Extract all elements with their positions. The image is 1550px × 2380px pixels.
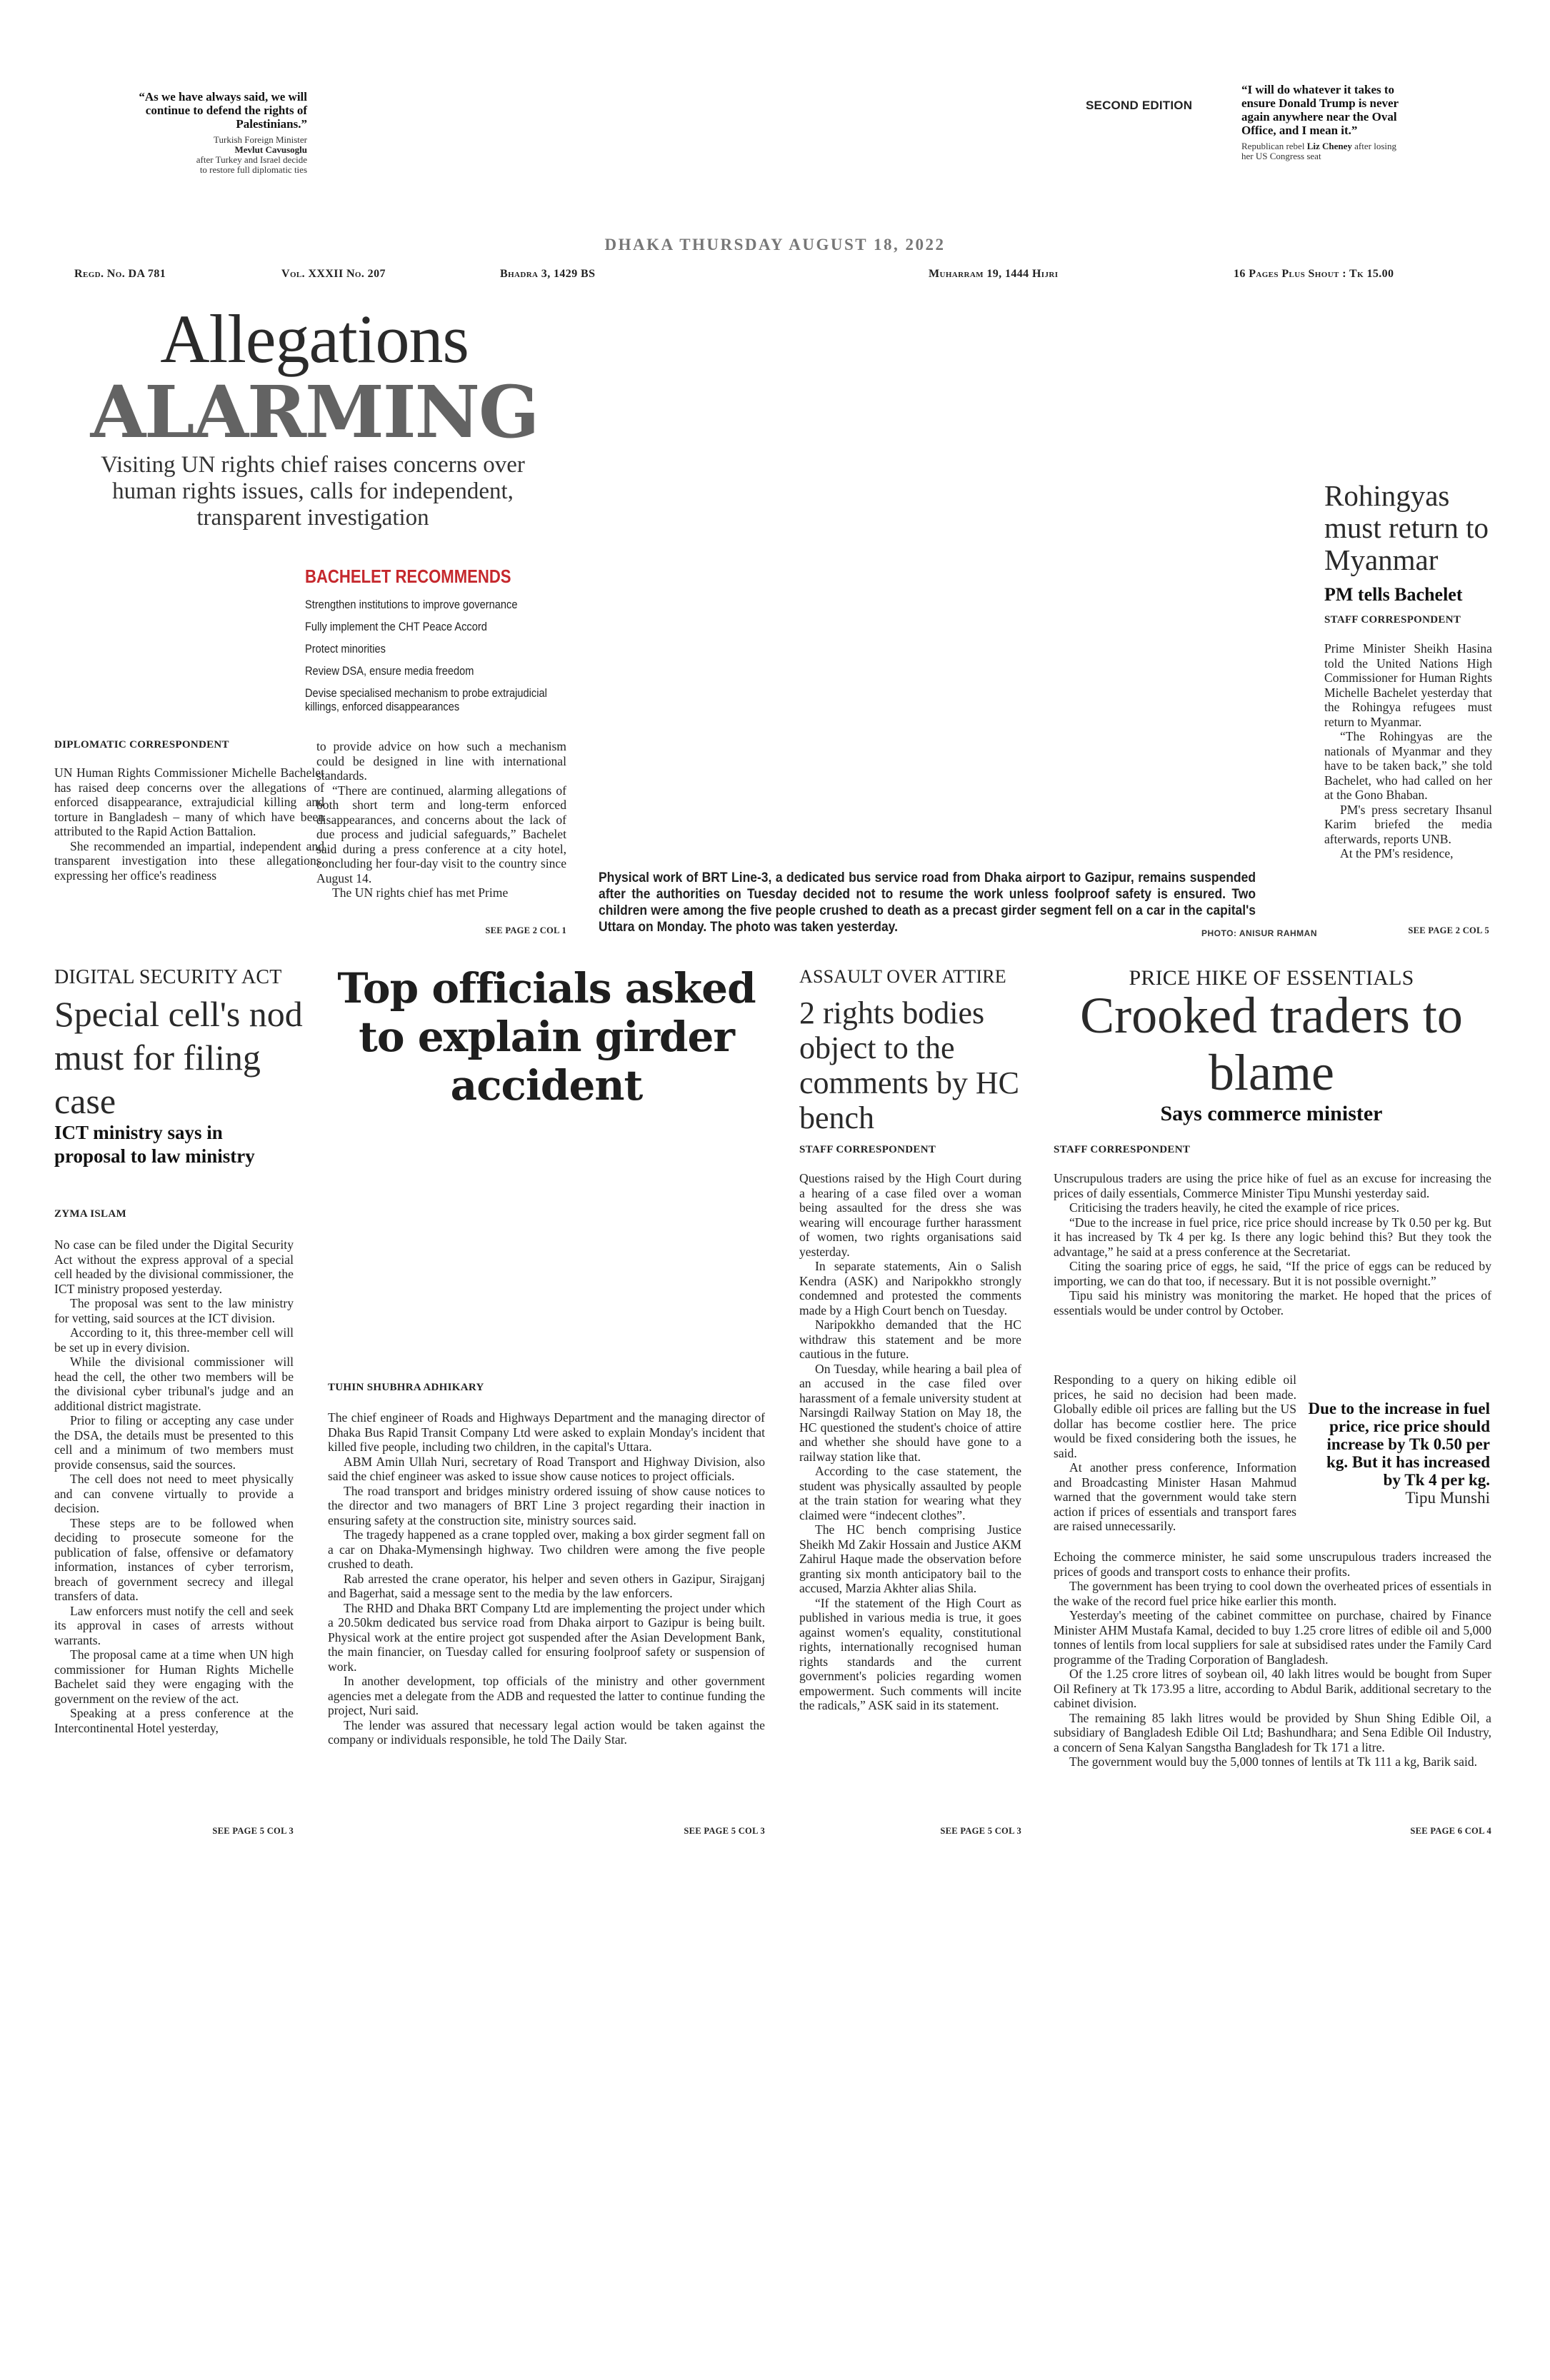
recommendations-title: BACHELET RECOMMENDS xyxy=(305,566,511,587)
dsa-paragraph: These steps are to be followed when deciding to prosecute someone for the publication of false, offensive or defamatory information, instances of cyber terrorism, breach of government secrecy and illegal transfers of data. xyxy=(54,1515,294,1603)
price-paragraph: Criticising the traders heavily, he cited the example of rice prices. xyxy=(1069,1200,1399,1215)
dsa-kicker: DIGITAL SECURITY ACT xyxy=(54,966,282,988)
price-subhead: Says commerce minister xyxy=(1160,1102,1383,1125)
price-paragraph: At another press conference, Information and Broadcasting Minister Hasan Mahmud warned that the government would take stern action if prices of essentials and transport fares are raised unnecessarily. xyxy=(1054,1460,1296,1533)
girder-body xyxy=(328,1410,765,1747)
dsa-paragraph: Prior to filing or accepting any case under the DSA, the details must be presented to this cell and a minimum of two members must provide consensus, said the sources. xyxy=(54,1413,294,1472)
price-jump: SEE PAGE 6 COL 4 xyxy=(1410,1826,1491,1836)
quote-right xyxy=(1241,83,1406,161)
dsa-byline: ZYMA ISLAM xyxy=(54,1208,126,1220)
girder-paragraph: The chief engineer of Roads and Highways Department and the managing director of Dhaka Bus Rapid Transit Company Ltd were asked to explain Monday's incident that killed five people, including two children, in the capital's Uttara. xyxy=(328,1410,765,1454)
quote-left-role: Turkish Foreign Minister xyxy=(214,134,307,145)
attire-paragraph: According to the case statement, the student was physically assaulted by people at the train station for wearing what they claimed were “indecent clothes”. xyxy=(799,1464,1021,1522)
price-paragraph: Responding to a query on hiking edible oil prices, he said no decision had been made. Globally edible oil prices are falling but the US dollar has become costlier here. The price would be fixed considering both the issues, he said. xyxy=(1054,1372,1296,1460)
folio-hijri-date: Muharram 19, 1444 Hijri xyxy=(929,268,1059,280)
attire-paragraph: Naripokkho demanded that the HC withdraw this statement and be more cautious in the future. xyxy=(799,1317,1021,1361)
price-body-top xyxy=(1054,1171,1491,1317)
price-paragraph: The remaining 85 lakh litres would be provided by Shun Shing Edible Oil, a subsidiary of Bangladesh Edible Oil Ltd; Bashundhara; and Sena Edible Oil Industry, a concern of Sena Kalyan Sangstha Bangladesh for Tk 171 a litre. xyxy=(1054,1710,1491,1754)
lead-paragraph: UN Human Rights Commissioner Michelle Bachelet has raised deep concerns over the allegations of enforced disappearance, extrajudicial killing and torture in Bangladesh – many of which have been attributed to the Rapid Action Battalion. xyxy=(54,765,324,838)
girder-paragraph: In another development, top officials of the ministry and other government agencies met a delegate from the ADB and requested the latter to continue funding the project, Nuri said. xyxy=(328,1674,765,1717)
girder-byline: TUHIN SHUBHRA ADHIKARY xyxy=(328,1382,484,1393)
girder-paragraph: Rab arrested the crane operator, his helper and seven others in Gazipur, Sirajganj and Bagerhat, said a message sent to the media by the law enforcers. xyxy=(328,1571,765,1600)
girder-paragraph: The road transport and bridges ministry ordered issuing of show cause notices to the director and two managers of BRT Line 3 project regarding their inaction in ensuring safety at the construction site, ministry sources said. xyxy=(328,1483,765,1527)
rohingya-paragraph: At the PM's residence, xyxy=(1340,846,1454,860)
attire-paragraph: On Tuesday, while hearing a bail plea of an accused in the case filed over harassment of a female university student at Narsingdi Railway Station on May 18, the HC questioned the student's choice of attire and whether she should have gone to a railway station like that. xyxy=(799,1361,1021,1464)
edition-label: SECOND EDITION xyxy=(1086,99,1193,112)
folio-regd: Regd. No. DA 781 xyxy=(74,268,166,280)
attire-body xyxy=(799,1171,1021,1713)
lead-paragraph: “There are continued, alarming allegations of both short term and long-term enforced disappearances, and concerns about the lack of due process and judicial safeguards,” Bachelet said during a press conference at a city hotel, concluding her four-day visit to the country since August 14. xyxy=(316,783,566,885)
attire-paragraph: The HC bench comprising Justice Sheikh Md Zakir Hossain and Justice AKM Zahirul Haque made the observation before granting six month anticipatory bail to the accused, Marzia Akhter alias Shila. xyxy=(799,1522,1021,1595)
price-pullquote-text: Due to the increase in fuel price, rice price should increase by Tk 0.50 per kg. But it has increased by Tk 4 per kg. xyxy=(1308,1400,1490,1489)
lead-headline-top: Allegations xyxy=(160,301,469,377)
girder-paragraph: The RHD and Dhaka BRT Company Ltd are implementing the project under which a 20.50km dedicated bus service road from Dhaka airport to Gazipur is being built. Physical work at the entire project got suspended after the Asian Development Bank, the main financier, on Tuesday called for ensuring foolproof safety or suspension of work. xyxy=(328,1600,765,1674)
lead-column-1 xyxy=(54,765,324,883)
dsa-paragraph: The proposal was sent to the law ministry for vetting, said sources at the ICT division. xyxy=(54,1296,294,1325)
dsa-body xyxy=(54,1237,294,1735)
lead-deck: Visiting UN rights chief raises concerns over human rights issues, calls for independent, transparent investigation xyxy=(101,452,525,531)
lead-column-2 xyxy=(316,739,566,900)
attire-paragraph: “If the statement of the High Court as published in various media is true, it goes against women's equality, constitutional rights, internationally recognised human rights standards and the current government's policies regarding women empowerment. Such comments will incite the radicals,” ASK said in its statement. xyxy=(799,1595,1021,1712)
attire-jump: SEE PAGE 5 COL 3 xyxy=(940,1826,1021,1836)
girder-headline: Top officials asked to explain girder accident xyxy=(337,964,756,1110)
dsa-paragraph: According to it, this three-member cell will be set up in every division. xyxy=(54,1325,294,1355)
lead-paragraph: The UN rights chief has met Prime xyxy=(332,885,509,900)
price-kicker: PRICE HIKE OF ESSENTIALS xyxy=(1129,966,1414,990)
lead-byline: DIPLOMATIC CORRESPONDENT xyxy=(54,739,229,750)
quote-right-role: Republican rebel xyxy=(1241,141,1305,151)
lead-paragraph: She recommended an impartial, independent and transparent investigation into these allegations, expressing her office's readiness xyxy=(54,838,324,883)
dateline: DHAKA THURSDAY AUGUST 18, 2022 xyxy=(604,236,946,253)
price-headline: Crooked traders to blame xyxy=(1080,987,1463,1101)
lead-jump: SEE PAGE 2 COL 1 xyxy=(485,925,566,935)
rohingya-paragraph: PM's press secretary Ihsanul Karim briefed the media afterwards, reports UNB. xyxy=(1324,802,1492,846)
attire-paragraph: Questions raised by the High Court during a hearing of a case filed over a woman being assaulted for the dress she was wearing will encourage further harassment of women, two rights organisations said yesterday. xyxy=(799,1171,1021,1259)
photo-credit: PHOTO: ANISUR RAHMAN xyxy=(1201,928,1317,938)
folio-bangla-date: Bhadra 3, 1429 BS xyxy=(500,268,596,280)
recommendation-item: Review DSA, ensure media freedom xyxy=(305,664,474,678)
dsa-headline: Special cell's nod must for filing case xyxy=(54,994,303,1121)
quote-left-text: “As we have always said, we will continue to defend the rights of Palestinians.” xyxy=(139,90,307,131)
lead-paragraph: to provide advice on how such a mechanism could be designed in line with international standards. xyxy=(316,739,566,783)
rohingya-headline: Rohingyas must return to Myanmar xyxy=(1324,479,1489,576)
rohingya-jump: SEE PAGE 2 COL 5 xyxy=(1408,925,1489,935)
attire-byline: STAFF CORRESPONDENT xyxy=(799,1144,936,1155)
quote-right-attr xyxy=(1241,141,1406,161)
rohingya-paragraph: Prime Minister Sheikh Hasina told the United Nations High Commissioner for Human Rights Michelle Bachelet yesterday that the Rohingya refugees must return to Myanmar. xyxy=(1324,641,1492,729)
price-byline: STAFF CORRESPONDENT xyxy=(1054,1144,1191,1155)
lead-headline-bottom: ALARMING xyxy=(90,370,539,454)
dsa-subhead: ICT ministry says in proposal to law ministry xyxy=(54,1122,255,1167)
folio-vol: Vol. XXXII No. 207 xyxy=(281,268,386,280)
photo-caption: Physical work of BRT Line-3, a dedicated bus service road from Dhaka airport to Gazipur, remains suspended after the authorities on Tuesday decided not to resume the work unless foolproof safety is ensured. Two children were among the five people crushed to death as a precast girder segment fell on a car in the capital's Uttara on Monday. The photo was taken yesterday. xyxy=(599,870,1256,935)
quote-left-note: after Turkey and Israel decide to restore full diplomatic ties xyxy=(196,154,307,175)
girder-paragraph: The lender was assured that necessary legal action would be taken against the company or individuals responsible, he told The Daily Star. xyxy=(328,1717,765,1747)
recommendations-box xyxy=(305,566,605,722)
quote-right-note: after losing her US Congress seat xyxy=(1241,141,1396,161)
girder-jump: SEE PAGE 5 COL 3 xyxy=(684,1826,765,1836)
price-paragraph: Citing the soaring price of eggs, he said, “If the price of eggs can be reduced by importing, we can do that too, if necessary. But it is not possible overnight.” xyxy=(1054,1259,1491,1288)
attire-kicker: ASSAULT OVER ATTIRE xyxy=(799,966,1006,987)
price-paragraph: Unscrupulous traders are using the price hike of fuel as an excuse for increasing the prices of daily essentials, Commerce Minister Tipu Munshi yesterday said. xyxy=(1054,1171,1491,1200)
attire-headline: 2 rights bodies object to the comments by HC bench xyxy=(799,995,1019,1135)
dsa-paragraph: No case can be filed under the Digital Security Act without the express approval of a special cell headed by the divisional commissioner, the ICT ministry proposed yesterday. xyxy=(54,1237,294,1296)
quote-left-name: Mevlut Cavusoglu xyxy=(234,144,307,155)
folio-pages-price: 16 Pages Plus Shout : Tk 15.00 xyxy=(1234,268,1394,280)
girder-paragraph: The tragedy happened as a crane toppled over, making a box girder segment fall on a car on Dhaka-Mymensingh highway. Two children were among the five people crushed to death. xyxy=(328,1527,765,1571)
price-paragraph: The government has been trying to cool down the overheated prices of essentials in the wake of the record fuel price hike earlier this month. xyxy=(1054,1579,1491,1608)
rohingya-subhead: PM tells Bachelet xyxy=(1324,584,1463,605)
rohingya-body xyxy=(1324,641,1492,861)
quote-left xyxy=(121,90,307,175)
recommendation-item: Protect minorities xyxy=(305,642,386,656)
dsa-paragraph: While the divisional commissioner will head the cell, the other two members will be the divisional cyber tribunal's judge and an additional district magistrate. xyxy=(54,1355,294,1413)
dsa-paragraph: Speaking at a press conference at the Intercontinental Hotel yesterday, xyxy=(54,1706,294,1735)
rohingya-byline: STAFF CORRESPONDENT xyxy=(1324,614,1461,626)
dsa-jump: SEE PAGE 5 COL 3 xyxy=(212,1826,294,1836)
price-paragraph: Yesterday's meeting of the cabinet committee on purchase, chaired by Finance Minister AHM Mustafa Kamal, decided to buy 1.25 crore litres of edible oil and 5,000 tonnes of lentils from local suppliers for sale at subsidised rates under the Family Card programme of the Trading Corporation of Bangladesh. xyxy=(1054,1608,1491,1667)
price-body-bottom xyxy=(1054,1550,1491,1769)
price-paragraph: Echoing the commerce minister, he said some unscrupulous traders increased the prices of goods and transport costs to enhance their profits. xyxy=(1054,1550,1491,1579)
girder-paragraph: ABM Amin Ullah Nuri, secretary of Road Transport and Highway Division, also said the chief engineer was asked to issue show cause notices to project officials. xyxy=(328,1454,765,1483)
price-body-mid xyxy=(1054,1372,1296,1534)
quote-right-text: “I will do whatever it takes to ensure Donald Trump is never again anywhere near the Oval Office, and I mean it.” xyxy=(1241,83,1399,137)
price-pullquote xyxy=(1307,1400,1490,1507)
dsa-paragraph: Law enforcers must notify the cell and seek its approval in cases of arrests without warrants. xyxy=(54,1603,294,1647)
rohingya-paragraph: “The Rohingyas are the nationals of Myanmar and they have to be taken back,” she told Bachelet, who had called on her at the Gono Bhaban. xyxy=(1324,729,1492,802)
price-paragraph: Tipu said his ministry was monitoring the market. He hoped that the prices of essentials would be under control by October. xyxy=(1054,1288,1491,1317)
recommendation-item: Devise specialised mechanism to probe extrajudicial killings, enforced disappearances xyxy=(305,686,547,713)
price-paragraph: Of the 1.25 crore litres of soybean oil, 40 lakh litres would be bought from Super Oil Refinery at Tk 173.95 a litre, according to Abdul Barik, additional secretary to the cabinet division. xyxy=(1054,1667,1491,1710)
attire-paragraph: In separate statements, Ain o Salish Kendra (ASK) and Naripokkho strongly condemned and protested the comments made by a High Court bench on Tuesday. xyxy=(799,1259,1021,1317)
recommendation-item: Fully implement the CHT Peace Accord xyxy=(305,620,487,633)
price-pullquote-attr: Tipu Munshi xyxy=(1405,1489,1490,1507)
price-paragraph: The government would buy the 5,000 tonnes of lentils at Tk 111 a kg, Barik said. xyxy=(1069,1754,1478,1769)
recommendation-item: Strengthen institutions to improve governance xyxy=(305,598,518,611)
quote-right-name: Liz Cheney xyxy=(1306,141,1352,151)
dsa-paragraph: The cell does not need to meet physically and can convene virtually to provide a decision. xyxy=(54,1472,294,1515)
price-paragraph: “Due to the increase in fuel price, rice price should increase by Tk 0.50 per kg. But it has increased by Tk 4 per kg. Is there any logic behind this? But they took the advantage,” he said at a press conference at the Secretariat. xyxy=(1054,1215,1491,1259)
dsa-paragraph: The proposal came at a time when UN high commissioner for Human Rights Michelle Bachelet said they were engaging with the government on the review of the act. xyxy=(54,1647,294,1706)
